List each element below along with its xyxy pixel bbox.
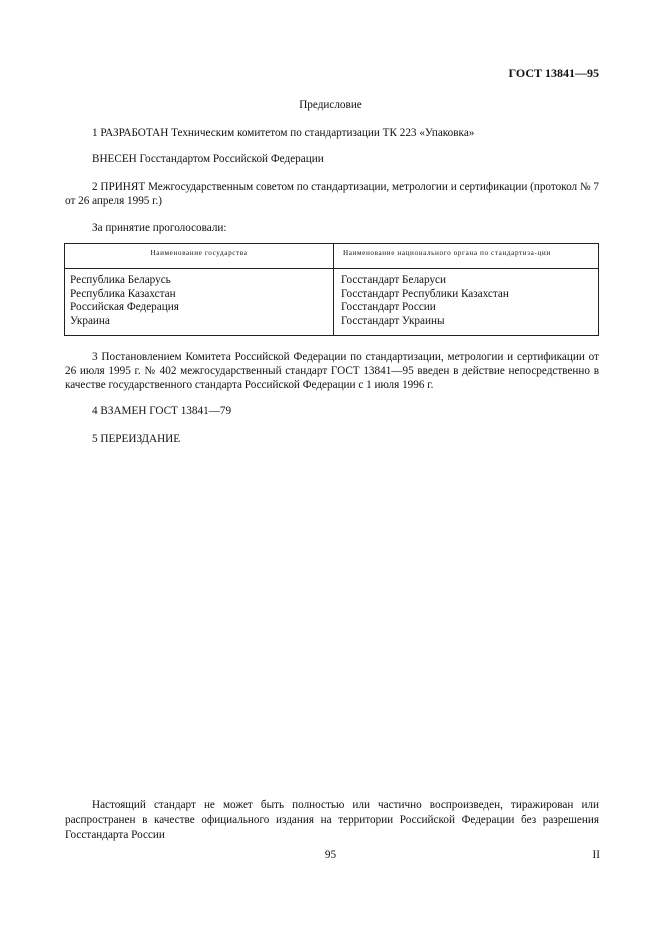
table-cell-body: Госстандарт Украины	[341, 314, 445, 327]
table-header-national-body: Наименование национального органа по стандартиза-ции	[343, 249, 551, 257]
roman-page-number: II	[592, 849, 600, 861]
copyright-notice: Настоящий стандарт не может быть полностью или частично воспроизведен, тиражирован или распространен в качестве официального издания на территории Российской Федерации без разрешения Госстандарта России	[65, 799, 599, 841]
paragraph-reissue: 5 ПЕРЕИЗДАНИЕ	[92, 433, 181, 445]
page-title: Предисловие	[299, 99, 362, 111]
document-code: ГОСТ 13841—95	[508, 66, 599, 80]
paragraph-voted-for: За принятие проголосовали:	[92, 222, 227, 234]
paragraph-resolution: 3 Постановлением Комитета Российской Федерации по стандартизации, метрологии и сертификации от 26 июля 1995 г. № 402 межгосударственный стандарт ГОСТ 13841—95 введен в действие непосредственно в качестве государственного стандарта Российской Федерации с 1 июля 1996 г.	[65, 351, 599, 391]
table-column-states	[70, 274, 179, 328]
paragraph-introduced: ВНЕСЕН Госстандартом Российской Федерации	[92, 153, 324, 165]
paragraph-developed: 1 РАЗРАБОТАН Техническим комитетом по стандартизации ТК 223 «Упаковка»	[92, 127, 475, 139]
table-cell-body: Госстандарт Беларуси	[341, 274, 446, 286]
table-cell-state: Украина	[70, 314, 110, 327]
table-column-bodies	[341, 274, 509, 328]
paragraph-adopted: 2 ПРИНЯТ Межгосударственным советом по стандартизации, метрологии и сертификации (протокол № 7 от 26 апреля 1995 г.)	[65, 181, 599, 207]
page-number: 95	[324, 849, 337, 861]
paragraph-replaces: 4 ВЗАМЕН ГОСТ 13841—79	[92, 405, 232, 417]
table-header-state: Наименование государства	[150, 249, 248, 257]
voting-table	[64, 243, 599, 336]
table-cell-state: Республика Казахстан	[70, 287, 176, 300]
table-cell-state: Российская Федерация	[70, 301, 179, 313]
table-cell-body: Госстандарт Республики Казахстан	[341, 287, 509, 300]
table-cell-body: Госстандарт России	[341, 301, 436, 313]
table-column-divider	[333, 244, 334, 335]
table-cell-state: Республика Беларусь	[70, 274, 171, 286]
table-header-divider	[65, 268, 598, 269]
